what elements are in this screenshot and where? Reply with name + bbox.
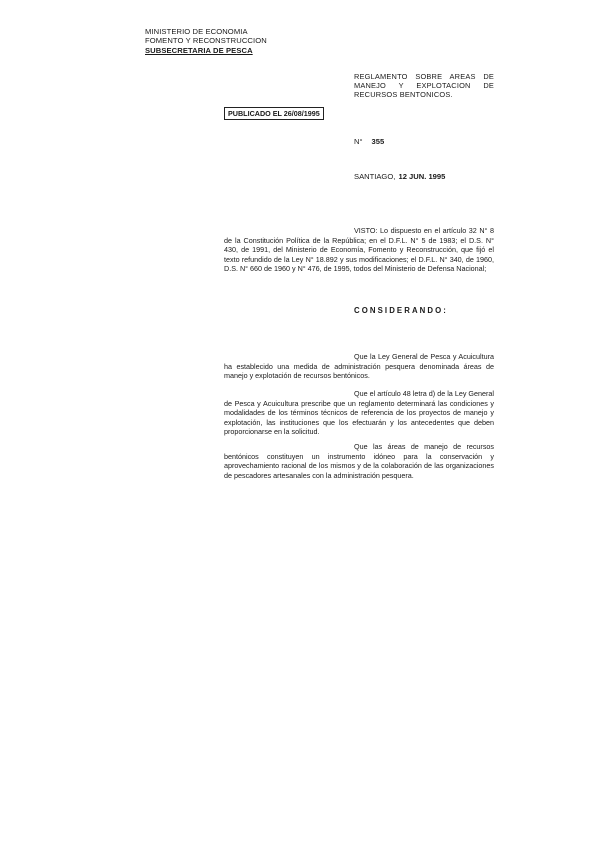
visto-paragraph: VISTO: Lo dispuesto en el artículo 32 N° 8 de la Constitución Política de la República; en el D.F.L. N° 5 de 1983; el D.S. N° 430, de 1991, del Ministerio de Economía, Fomento y Reconstrucción, que fijó el texto refundido de la Ley N° 18.892 y sus modificaciones; el D.F.L. N° 340, de 1960, D.S. N° 660 de 1960 y N° 476, de 1995, todos del Ministerio de Defensa Nacional; (224, 226, 494, 274)
header-fomento-line: FOMENTO Y RECONSTRUCCION (145, 36, 267, 46)
considerando-paragraph-3: Que las áreas de manejo de recursos bentónicos constituyen un instrumento idóneo para la conservación y aprovechamiento racional de los mismos y de la colaboración de las organizaciones de pescadores artesanales con la administración pesquera. (224, 442, 494, 480)
decree-number-label: N° (354, 137, 363, 146)
considerando-paragraph-1: Que la Ley General de Pesca y Acuicultura ha establecido una medida de administración pesquera denominada áreas de manejo y explotación de recursos bentónicos. (224, 352, 494, 381)
date-label: SANTIAGO, (354, 172, 396, 181)
document-date (354, 172, 445, 181)
decree-number (354, 137, 384, 146)
header-ministry-line: MINISTERIO DE ECONOMIA (145, 27, 248, 36)
header-subsecretaria-line: SUBSECRETARIA DE PESCA (145, 45, 253, 55)
date-value: 12 JUN. 1995 (398, 172, 446, 181)
publication-stamp: PUBLICADO EL 26/08/1995 (224, 107, 324, 120)
considerando-paragraph-2: Que el artículo 48 letra d) de la Ley General de Pesca y Acuicultura prescribe que un reglamento determinará las condiciones y modalidades de los términos técnicos de referencia de los proyectos de manejo y explotación, las instituciones que los efectuarán y los antecedentes que deben proporcionarse en la solicitud. (224, 389, 494, 437)
considerando-heading: CONSIDERANDO: (354, 306, 449, 315)
decree-number-value: 355 (371, 137, 385, 146)
ministry-header (145, 27, 267, 55)
document-title: REGLAMENTO SOBRE AREAS DE MANEJO Y EXPLOTACION DE RECURSOS BENTONICOS. (354, 72, 494, 100)
